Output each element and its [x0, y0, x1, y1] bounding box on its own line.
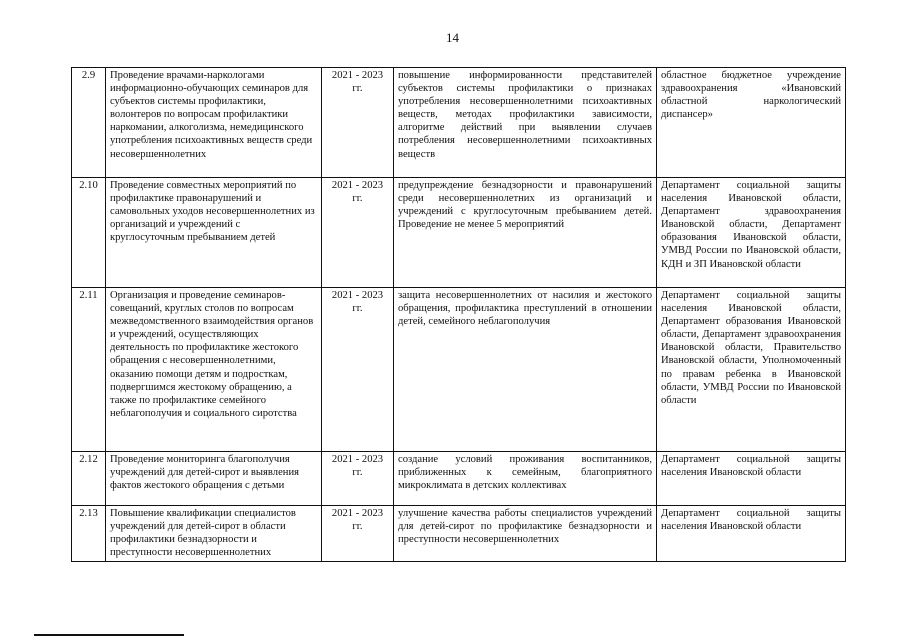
row-number: 2.12: [72, 452, 106, 506]
period-cell: 2021 - 2023 гг.: [322, 68, 394, 178]
result-cell: защита несовершеннолетних от насилия и жестокого обращения, профилактика преступлений в отношении детей, семейного неблагополучия: [394, 288, 657, 452]
row-number: 2.9: [72, 68, 106, 178]
page-number: 14: [446, 30, 459, 45]
period-cell: 2021 - 2023 гг.: [322, 288, 394, 452]
executor-cell: Департамент социальной защиты населения Ивановской области: [657, 452, 846, 506]
row-number: 2.10: [72, 178, 106, 288]
table-row: [72, 178, 846, 288]
executor-cell: Департамент социальной защиты населения Ивановской области, Департамент образования Ивановской области, Департамент здравоохранения Ивановской области, Правительство Ивановской области, Уполномоченный по правам ребенка в Ивановской области, УМВД России по Ивановской области: [657, 288, 846, 452]
executor-cell: Департамент социальной защиты населения Ивановской области: [657, 506, 846, 562]
table-row: [72, 68, 846, 178]
action-cell: Проведение мониторинга благополучия учреждений для детей-сирот и выявления фактов жестокого обращения с детьми: [106, 452, 322, 506]
measures-table: [71, 67, 846, 562]
row-number: 2.13: [72, 506, 106, 562]
result-cell: создание условий проживания воспитанников, приближенных к семейным, благоприятного микроклимата в детских коллективах: [394, 452, 657, 506]
result-cell: повышение информированности представителей субъектов системы профилактики о признаках употребления несовершеннолетними психоактивных веществ, методах профилактики зависимости, алгоритме действий при выявлении случаев потребления несовершеннолетними психоактивных веществ: [394, 68, 657, 178]
executor-cell: областное бюджетное учреждение здравоохранения «Ивановский областной наркологический диспансер»: [657, 68, 846, 178]
table-row: [72, 452, 846, 506]
action-cell: Повышение квалификации специалистов учреждений для детей-сирот в области профилактики безнадзорности и преступности несовершеннолетних: [106, 506, 322, 562]
executor-cell: Департамент социальной защиты населения Ивановской области, Департамент здравоохранения Ивановской области, Департамент образования Ивановской области, УМВД России по Ивановской области, КДН и ЗП Ивановской области: [657, 178, 846, 288]
period-cell: 2021 - 2023 гг.: [322, 506, 394, 562]
table-row: [72, 506, 846, 562]
action-cell: Проведение врачами-наркологами информационно-обучающих семинаров для субъектов системы профилактики, волонтеров по вопросам профилактики наркомании, алкоголизма, немедицинского употребления психоактивных веществ среди несовершеннолетних: [106, 68, 322, 178]
row-number: 2.11: [72, 288, 106, 452]
action-cell: Организация и проведение семинаров-совещаний, круглых столов по вопросам межведомственного взаимодействия органов и учреждений, осуществляющих деятельность по профилактике жестокого обращения с несовершеннолетними, оказанию помощи детям и подросткам, подвергшимся жестокому обращению, а также по профилактике семейного неблагополучия и социального сиротства: [106, 288, 322, 452]
period-cell: 2021 - 2023 гг.: [322, 452, 394, 506]
footnote-separator-line: [34, 634, 184, 636]
action-cell: Проведение совместных мероприятий по профилактике правонарушений и самовольных уходов несовершеннолетних из организаций и учреждений с круглосуточным пребыванием детей: [106, 178, 322, 288]
result-cell: улучшение качества работы специалистов учреждений для детей-сирот по профилактике безнадзорности и преступности несовершеннолетних: [394, 506, 657, 562]
result-cell: предупреждение безнадзорности и правонарушений среди несовершеннолетних из организаций и учреждений с круглосуточным пребыванием детей. Проведение не менее 5 мероприятий: [394, 178, 657, 288]
period-cell: 2021 - 2023 гг.: [322, 178, 394, 288]
table-row: [72, 288, 846, 452]
